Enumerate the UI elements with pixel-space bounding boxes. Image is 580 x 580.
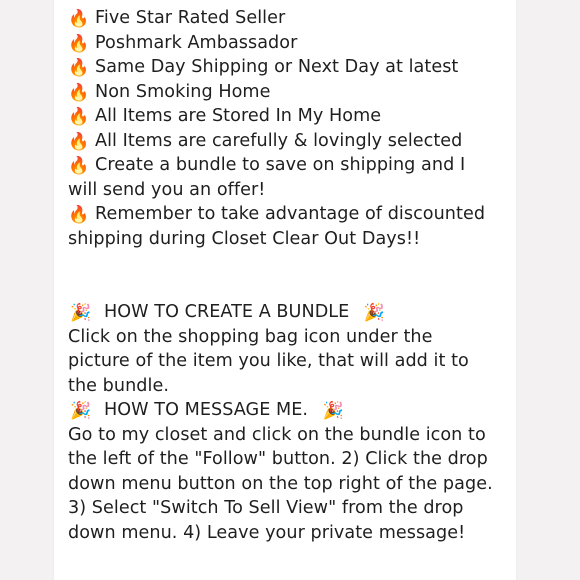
bullet-text: All Items are carefully & lovingly selected (95, 130, 463, 151)
party-popper-icon: 🎉 (70, 401, 92, 421)
bundle-instructions-line1: Click on the shopping bag icon under the (68, 326, 433, 347)
message-instructions-line4: 3) Select "Switch To Sell View" from the drop (68, 498, 464, 518)
bullet-text: Remember to take advantage of discounted (95, 204, 486, 224)
fire-icon: 🔥 (68, 58, 90, 78)
right-margin (516, 0, 580, 580)
bullet-text: Create a bundle to save on shipping and I (95, 155, 466, 175)
fire-icon: 🔥 (68, 156, 90, 176)
bullet-text: Five Star Rated Seller (95, 8, 286, 28)
seller-info-text (68, 6, 508, 545)
bullet-five-star (68, 6, 508, 31)
bundle-heading (68, 300, 508, 325)
bundle-instructions-line3: the bundle. (68, 375, 169, 396)
bullet-text: Non Smoking Home (95, 81, 271, 102)
message-instructions-line5: down menu. 4) Leave your private message! (68, 522, 466, 543)
bullet-text: Poshmark Ambassador (95, 32, 298, 53)
message-heading-text: HOW TO MESSAGE ME. (104, 400, 309, 420)
bullet-closet-clear-out-line2: shipping during Closet Clear Out Days!! (68, 228, 421, 249)
fire-icon: 🔥 (68, 131, 90, 152)
bullet-shipping (68, 55, 508, 80)
seller-info-card (54, 0, 516, 580)
bundle-instructions-line2: picture of the item you like, that will add it to (68, 351, 469, 371)
fire-icon: 🔥 (68, 33, 90, 54)
message-instructions-line3: down menu button on the top right of the page. (68, 473, 493, 494)
message-instructions-line1: Go to my closet and click on the bundle icon to (68, 424, 486, 445)
bullet-ambassador (68, 31, 508, 56)
left-margin (0, 0, 54, 580)
bullet-bundle-offer-line2: will send you an offer! (68, 179, 266, 200)
bullet-closet-clear-out-line1 (68, 202, 508, 227)
fire-icon: 🔥 (68, 82, 90, 103)
party-popper-icon: 🎉 (322, 401, 344, 421)
message-heading (68, 398, 508, 423)
bullet-non-smoking (68, 80, 508, 105)
bullet-text: Same Day Shipping or Next Day at latest (95, 57, 459, 77)
party-popper-icon: 🎉 (70, 303, 92, 323)
bullet-text: All Items are Stored In My Home (95, 106, 382, 126)
section-spacer (68, 251, 508, 300)
fire-icon: 🔥 (68, 9, 90, 29)
fire-icon: 🔥 (68, 205, 90, 225)
bullet-bundle-offer-line1 (68, 153, 508, 178)
fire-icon: 🔥 (68, 107, 90, 127)
party-popper-icon: 🎉 (363, 303, 385, 323)
bullet-selected (68, 129, 508, 154)
message-instructions-line2: the left of the "Follow" button. 2) Click the drop (68, 449, 488, 469)
bundle-heading-text: HOW TO CREATE A BUNDLE (104, 302, 350, 322)
bullet-stored (68, 104, 508, 129)
